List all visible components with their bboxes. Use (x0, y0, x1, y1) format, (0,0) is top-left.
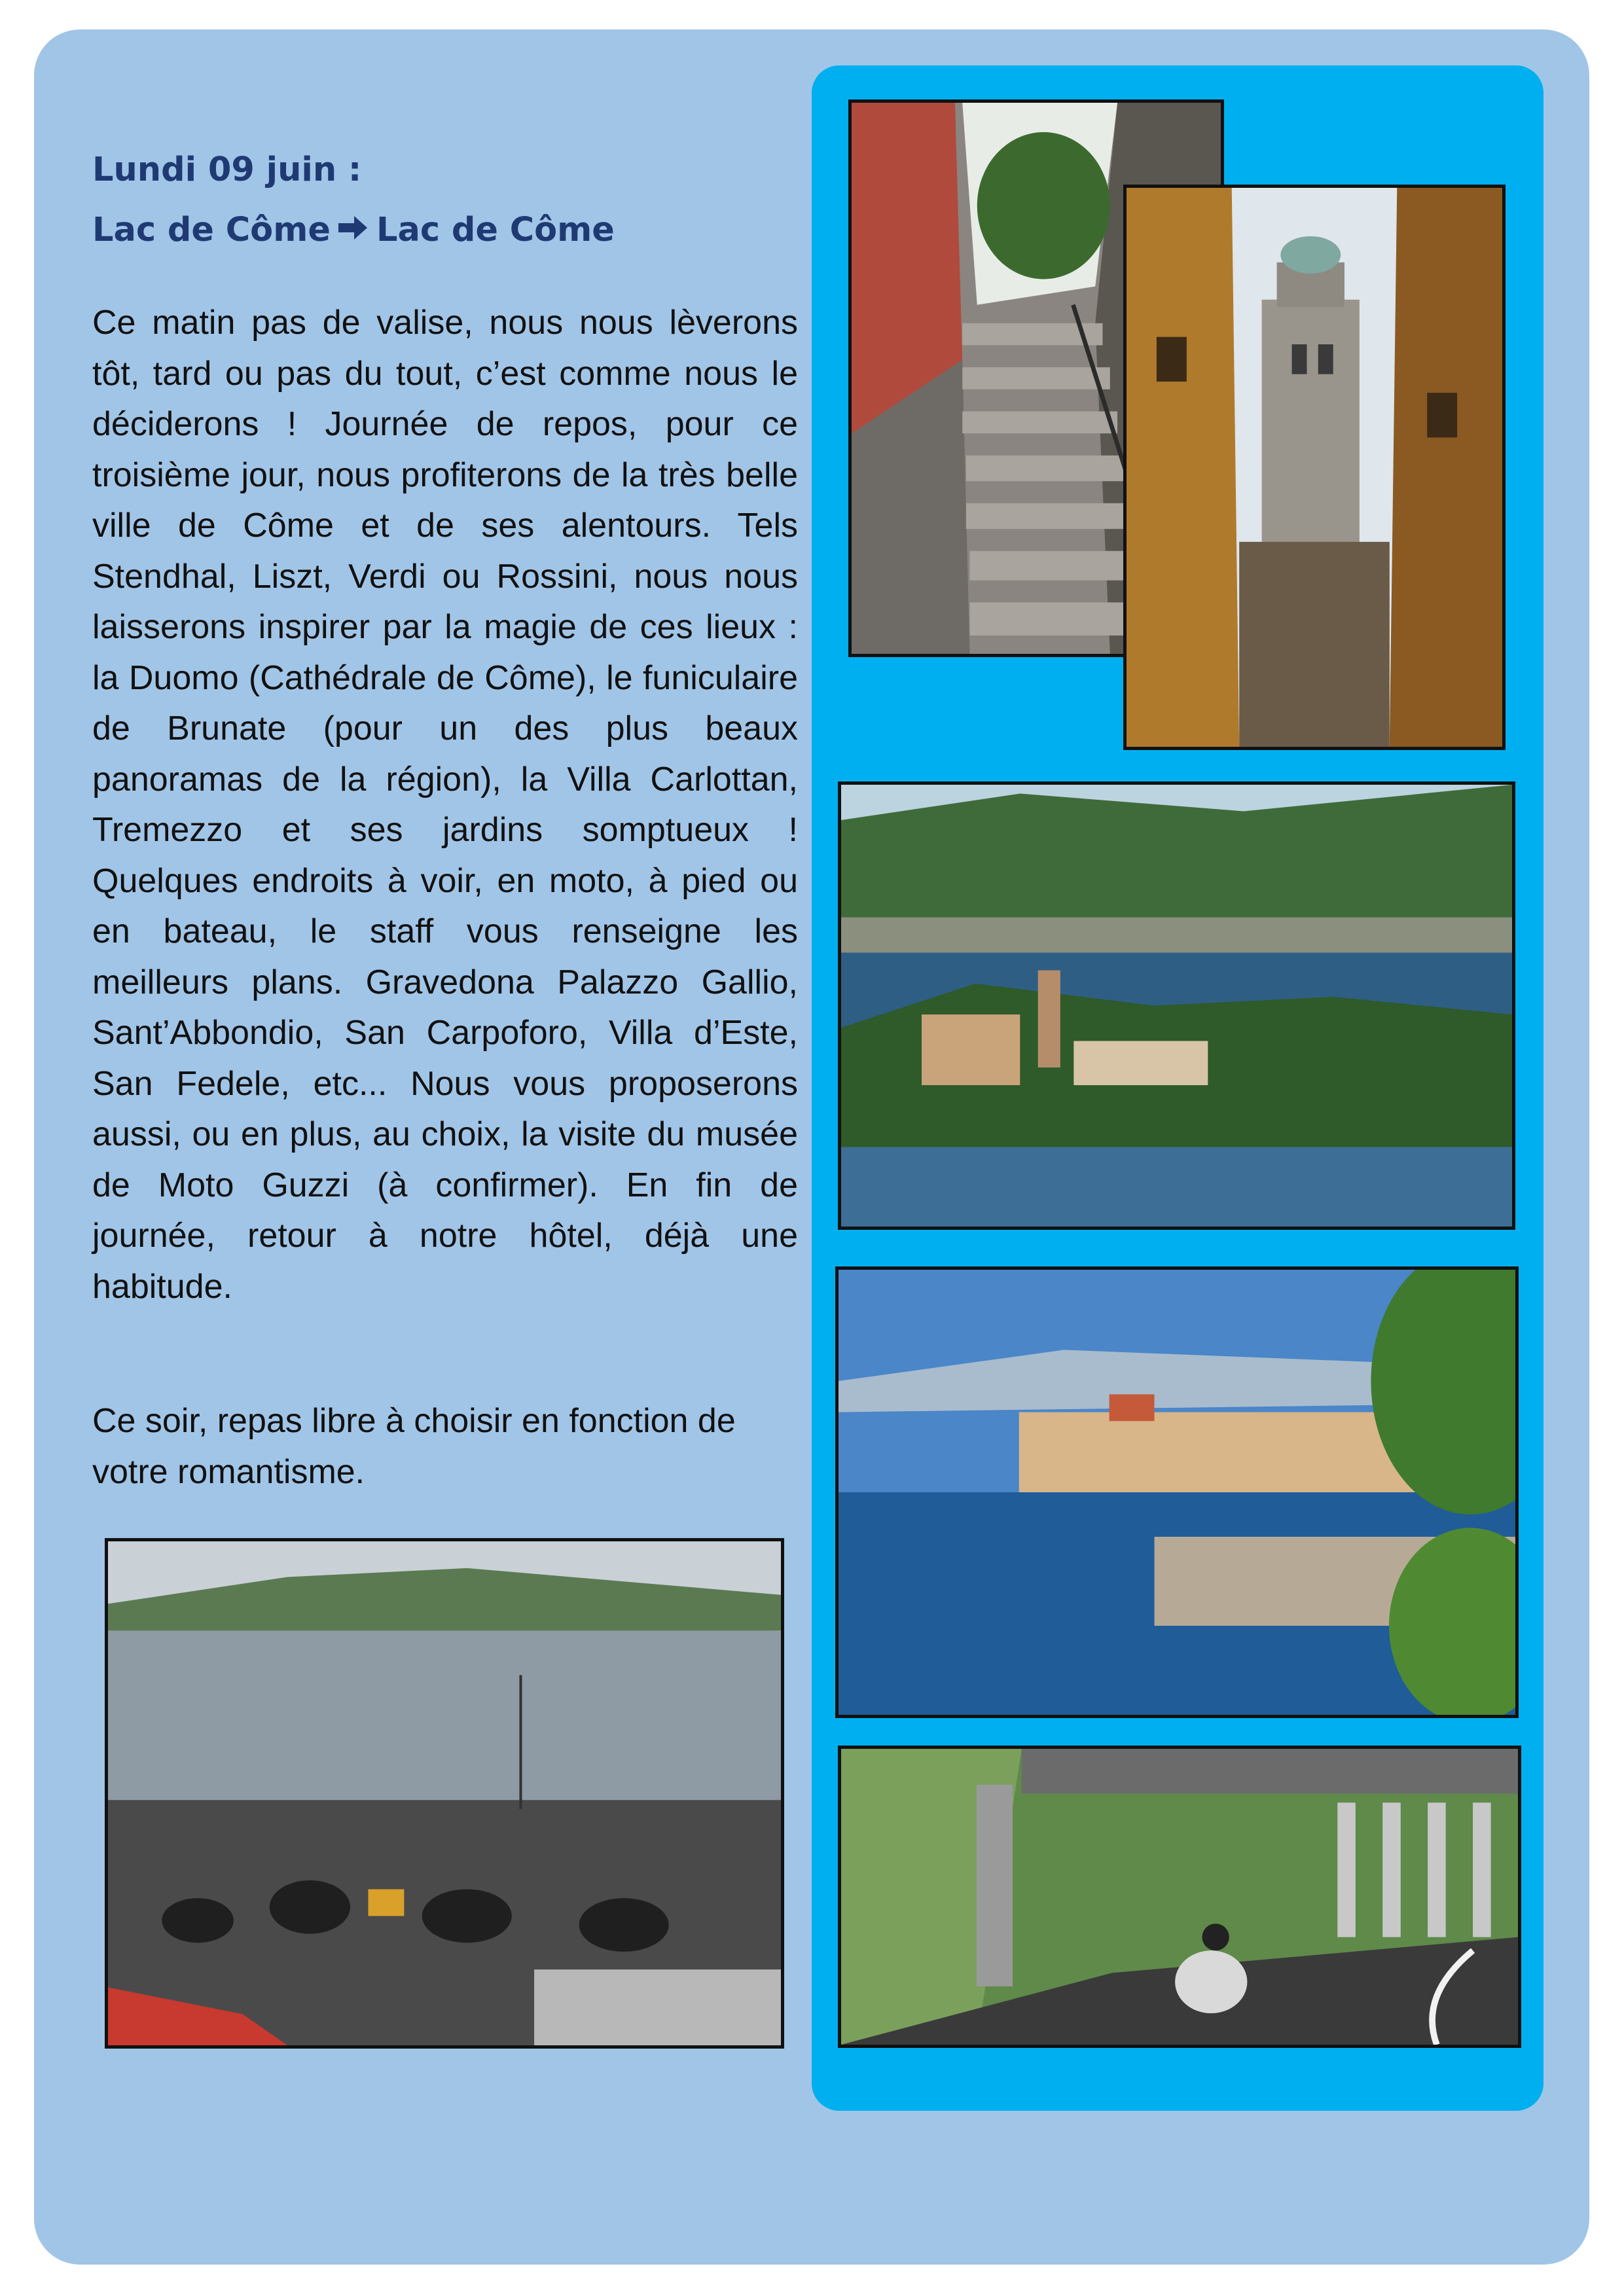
day-heading (92, 140, 812, 260)
arrow-right-icon (338, 200, 367, 260)
route-from: Lac de Côme (92, 211, 331, 249)
photo-lake-villa (838, 781, 1515, 1230)
day-description: Ce matin pas de valise, nous nous lèverons tôt, tard ou pas du tout, c’est comme nous le déciderons ! Journée de repos, pour ce troisième jour, nous profiterons de la très belle ville de Côme et de ses alentours. Tels Stendhal, Liszt, Verdi ou Rossini, nous nous laisserons inspirer par la magie de ces lieux : la Duomo (Cathédrale de Côme), le funiculaire de Brunate (pour un des plus beaux panoramas de la région), la Villa Carlottan, Tremezzo et ses jardins somptueux ! Quelques endroits à voir, en moto, à pied ou en bateau, le staff vous renseigne les meilleurs plans. Gravedona Palazzo Gallio, Sant’Abbondio, San Carpoforo, Villa d’Este, San Fedele, etc... Nous vous proposerons aussi, ou en plus, au choix, la visite du musée de Moto Guzzi (à confirmer). En fin de journée, retour à notre hôtel, déjà une habitude. (92, 304, 798, 1306)
photo-ferry-motorbikes (105, 1538, 784, 2049)
photo-lakeside-town (835, 1266, 1519, 1718)
route-to: Lac de Côme (376, 211, 615, 249)
photo-bell-tower (1123, 185, 1506, 750)
evening-note: Ce soir, repas libre à choisir en fonction de votre romantisme. (92, 1402, 736, 1491)
day-date: Lundi 09 juin : (92, 151, 362, 189)
photo-tunnel-ride (838, 1746, 1521, 2048)
route-line (92, 200, 812, 260)
